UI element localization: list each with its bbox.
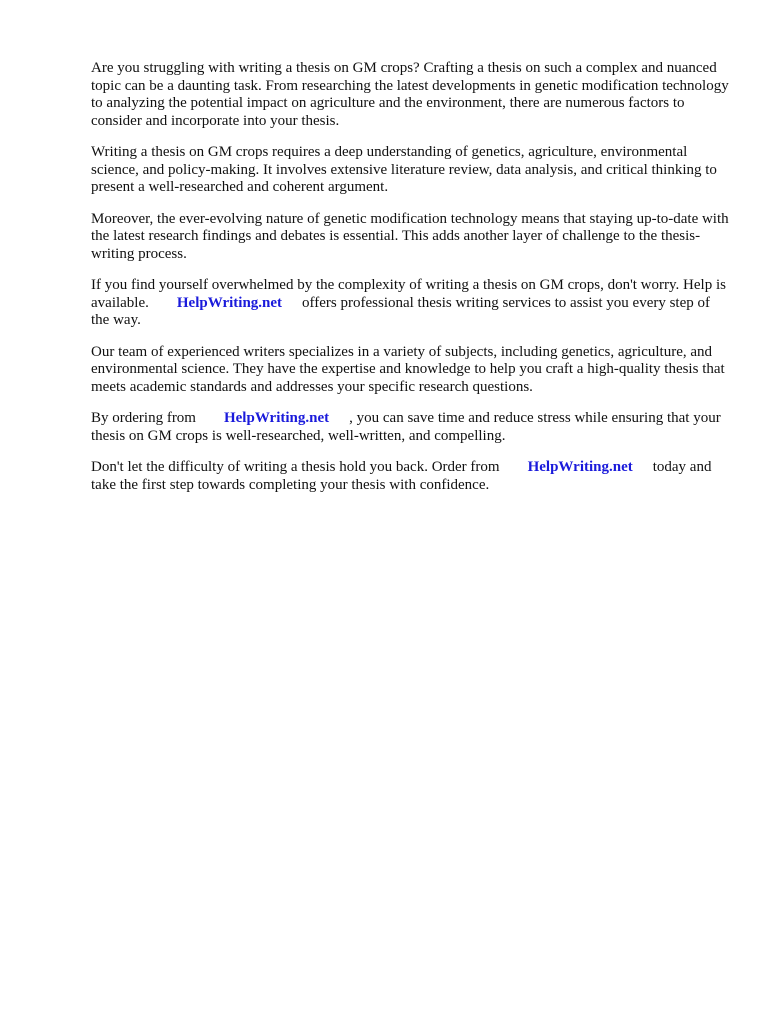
paragraph-ordering <box>91 410 731 445</box>
helpwriting-link[interactable]: HelpWriting.net <box>176 294 283 311</box>
helpwriting-link[interactable]: HelpWriting.net <box>223 410 330 426</box>
paragraph-help-available <box>91 277 731 330</box>
helpwriting-link[interactable]: HelpWriting.net <box>527 459 633 475</box>
paragraph-requirements: Writing a thesis on GM crops requires a deep understanding of genetics, agriculture, environmental science, and policy-making. It involves extensive literature review, data analysis, and critical thinking to present a well-researched and coherent argument. <box>91 144 717 195</box>
paragraph-text-after-link: , you can save time and reduce stress while ensuring that your thesis on GM crops is well-researched, well-written, and compelling. <box>91 410 721 444</box>
paragraph-evolving-technology: Moreover, the ever-evolving nature of genetic modification technology means that staying up-to-date with the latest research findings and debates is essential. This adds another layer of challenge to the thesis-writing process. <box>91 210 729 262</box>
paragraph-text-before-link: Don't let the difficulty of writing a thesis hold you back. Order from <box>91 459 500 475</box>
paragraph-text-before-link: By ordering from <box>91 410 196 426</box>
paragraph-text-after-link: offers professional thesis writing services to assist you every step of the way. <box>91 294 711 328</box>
paragraph-intro: Are you struggling with writing a thesis on GM crops? Crafting a thesis on such a complex and nuanced topic can be a daunting task. From researching the latest developments in genetic modification technology to analyzing the potential impact on agriculture and the environment, there are numerous factors to consider and incorporate into your thesis. <box>91 60 729 129</box>
paragraph-team: Our team of experienced writers specializes in a variety of subjects, including genetics, agriculture, and environmental science. They have the expertise and knowledge to help you craft a high-quality thesis that meets academic standards and addresses your specific research questions. <box>91 343 725 395</box>
document-body <box>91 60 731 508</box>
paragraph-text-before-link: If you find yourself overwhelmed by the complexity of writing a thesis on GM crops, don't worry. Help is available. <box>91 277 726 311</box>
paragraph-text-after-link: today and take the first step towards completing your thesis with confidence. <box>91 459 712 493</box>
paragraph-closing <box>91 459 731 494</box>
